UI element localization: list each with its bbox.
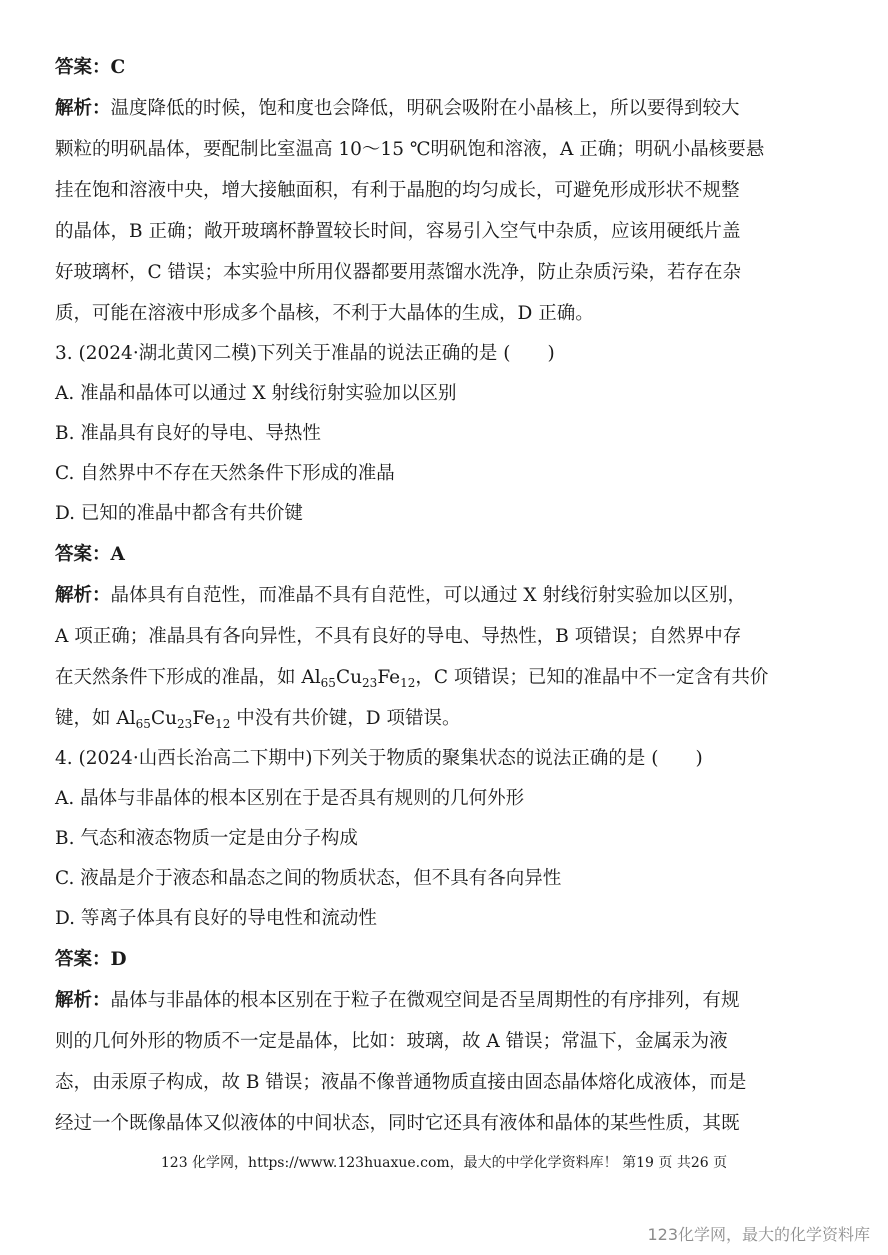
question-4-option-c: C. 液晶是介于液态和晶态之间的物质状态，但不具有各向异性 [55, 868, 562, 889]
answer-value: D [110, 949, 127, 970]
answer-line: 答案：A [55, 544, 125, 565]
watermark: 123化学网，最大的化学资料库 [647, 1225, 870, 1244]
analysis-line: 解析：温度降低的时候，饱和度也会降低，明矾会吸附在小晶核上，所以要得到较大 [55, 98, 740, 119]
question-4-option-b: B. 气态和液态物质一定是由分子构成 [55, 828, 358, 849]
page-footer: 123 化学网，https://www.123huaxue.com，最大的中学化学资料库！ 第19 页 共26 页 [160, 1155, 728, 1171]
text-line: 态，由汞原子构成，故 B 错误；液晶不像普通物质直接由固态晶体熔化成液体，而是 [55, 1072, 747, 1093]
question-3-option-d: D. 已知的准晶中都含有共价键 [55, 503, 303, 524]
text-line: A 项正确；准晶具有各向异性，不具有良好的导电、导热性，B 项错误；自然界中存 [55, 626, 742, 647]
question-3-option-b: B. 准晶具有良好的导电、导热性 [55, 423, 321, 444]
question-3-option-c: C. 自然界中不存在天然条件下形成的准晶 [55, 463, 395, 484]
text-line: 颗粒的明矾晶体，要配制比室温高 10～15 ℃明矾饱和溶液，A 正确；明矾小晶核要悬 [55, 139, 765, 160]
text-line: 则的几何外形的物质不一定是晶体，比如：玻璃，故 A 错误；常温下，金属汞为液 [55, 1031, 728, 1052]
text-line: 质，可能在溶液中形成多个晶核，不利于大晶体的生成，D 正确。 [55, 303, 594, 324]
answer-value: C [110, 57, 126, 78]
question-3-stem: 3. (2024·湖北黄冈二模)下列关于准晶的说法正确的是 ( ) [55, 343, 555, 364]
analysis-line: 解析：晶体具有自范性，而准晶不具有自范性，可以通过 X 射线衍射实验加以区别， [55, 585, 746, 606]
text-line: 键，如 $Al_{65}Cu_{23}Fe_{12}$ 中没有共价键，D 项错误。 [55, 708, 461, 731]
answer-value: A [110, 544, 125, 565]
answer-line: 答案：C [55, 57, 126, 78]
text-line: 经过一个既像晶体又似液体的中间状态，同时它还具有液体和晶体的某些性质，其既 [55, 1113, 740, 1134]
question-4-option-a: A. 晶体与非晶体的根本区别在于是否具有规则的几何外形 [55, 788, 525, 809]
chemical-formula: $Al_{65}Cu_{23}Fe_{12}$ [116, 708, 231, 731]
text-line: 在天然条件下形成的准晶，如 $Al_{65}Cu_{23}Fe_{12}$，C 项错误；已知的准晶中不一定含有共价 [55, 667, 769, 690]
text-line: 好玻璃杯，C 错误；本实验中所用仪器都要用蒸馏水洗净，防止杂质污染，若存在杂 [55, 262, 742, 283]
text-line: 挂在饱和溶液中央，增大接触面积，有利于晶胞的均匀成长，可避免形成形状不规整 [55, 180, 740, 201]
text-line: 的晶体，B 正确；敞开玻璃杯静置较长时间，容易引入空气中杂质，应该用硬纸片盖 [55, 221, 741, 242]
analysis-line: 解析：晶体与非晶体的根本区别在于粒子在微观空间是否呈周期性的有序排列，有规 [55, 990, 740, 1011]
answer-line: 答案：D [55, 949, 127, 970]
question-4-option-d: D. 等离子体具有良好的导电性和流动性 [55, 908, 377, 929]
question-4-stem: 4. (2024·山西长治高二下期中)下列关于物质的聚集状态的说法正确的是 ( ) [55, 748, 703, 769]
chemical-formula: $Al_{65}Cu_{23}Fe_{12}$ [301, 667, 416, 690]
question-3-option-a: A. 准晶和晶体可以通过 X 射线衍射实验加以区别 [55, 383, 457, 404]
